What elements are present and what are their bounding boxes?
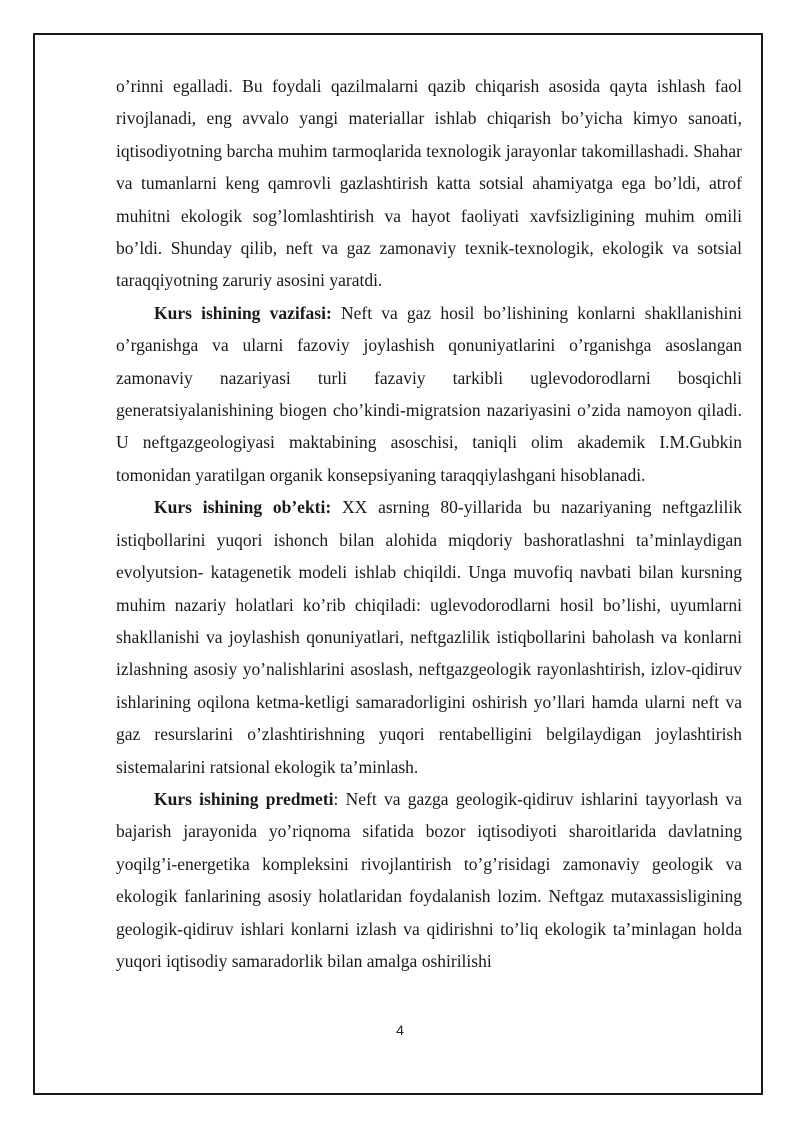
page-number: 4 xyxy=(396,1022,404,1038)
body-vazifasi: Neft va gaz hosil bo’lishining konlarni shakllanishini o’rganishga va ularni fazoviy joylashish qonuniyatlarini o’rganishga asoslangan zamonaviy nazariyasi turli fazaviy tarkibli uglevodorodlarni bosqichli generatsiyalanishining biogen cho’kindi-migratsion nazariyasini o’zida namoyon qiladi. U neftgazgeologiyasi maktabining asoschisi, taniqli olim akademik I.M.Gubkin tomonidan yaratilgan organik konsepsiyaning taraqqiylashgani hisoblanadi. xyxy=(116,302,742,485)
heading-vazifasi: Kurs ishining vazifasi: xyxy=(154,302,332,323)
paragraph-vazifasi xyxy=(116,297,742,491)
paragraph-continuation: o’rinni egalladi. Bu foydali qazilmalarni qazib chiqarish asosida qayta ishlash faol rivojlanadi, eng avvalo yangi materiallar ishlab chiqarish bo’yicha kimyo sanoati, iqtisodiyotning barcha muhim tarmoqlarida texnologik jarayonlar takomillashadi. Shahar va tumanlarni keng qamrovli gazlashtirish katta sotsial ahamiyatga ega bo’ldi, atrof muhitni ekologik sog’lomlashtirish va hayot faoliyati xavfsizligining muhim omili bo’ldi. Shunday qilib, neft va gaz zamonaviy texnik-texnologik, ekologik va sotsial taraqqiyotning zaruriy asosini yaratdi. xyxy=(116,76,742,291)
body-predmeti: : Neft va gazga geologik-qidiruv ishlarini tayyorlash va bajarish jarayonida yo’riqnoma sifatida bozor iqtisodiyoti sharoitlarida davlatning yoqilg’i-energetika kompleksini rivojlantirish to’g’risidagi zamonaviy geologik va ekologik fanlarining asosiy holatlaridan foydalanish lozim. Neftgaz mutaxassisligining geologik-qidiruv ishlari konlarni izlash va qidirishni to’liq ekologik ta’minlagan holda yuqori iqtisodiy samaradorlik bilan amalga oshirilishi xyxy=(116,788,742,971)
heading-predmeti: Kurs ishining predmeti xyxy=(154,788,334,809)
heading-obekti: Kurs ishining ob’ekti: xyxy=(154,497,332,518)
paragraph-predmeti xyxy=(116,783,742,977)
paragraph-obekti xyxy=(116,491,742,783)
body-obekti: XX asrning 80-yillarida bu nazariyaning neftgazlilik istiqbollarini yuqori ishonch bilan alohida miqdoriy bashoratlashni ta’minlaydigan evolyutsion- katagenetik modeli ishlab chiqildi. Unga muvofiq navbati bilan kursning muhim nazariy holatlari ko’rib chiqiladi: uglevodorodlarni hosil bo’lishi, uyumlarni shakllanishi va joylashish qonuniyatlari, neftgazlilik istiqbollarini baholash va konlarni izlashning asosiy yo’nalishlarini asoslash, neftgazgeologik rayonlashtirish, izlov-qidiruv ishlarining oqilona ketma-ketligi samaradorligini oshirish yo’llari hamda ularni neft va gaz resurslarini o’zlashtirishning yuqori rentabelligini belgilaydigan joylashtirish sistemalarini ratsional ekologik ta’minlash. xyxy=(116,497,742,777)
document-body xyxy=(116,70,742,977)
